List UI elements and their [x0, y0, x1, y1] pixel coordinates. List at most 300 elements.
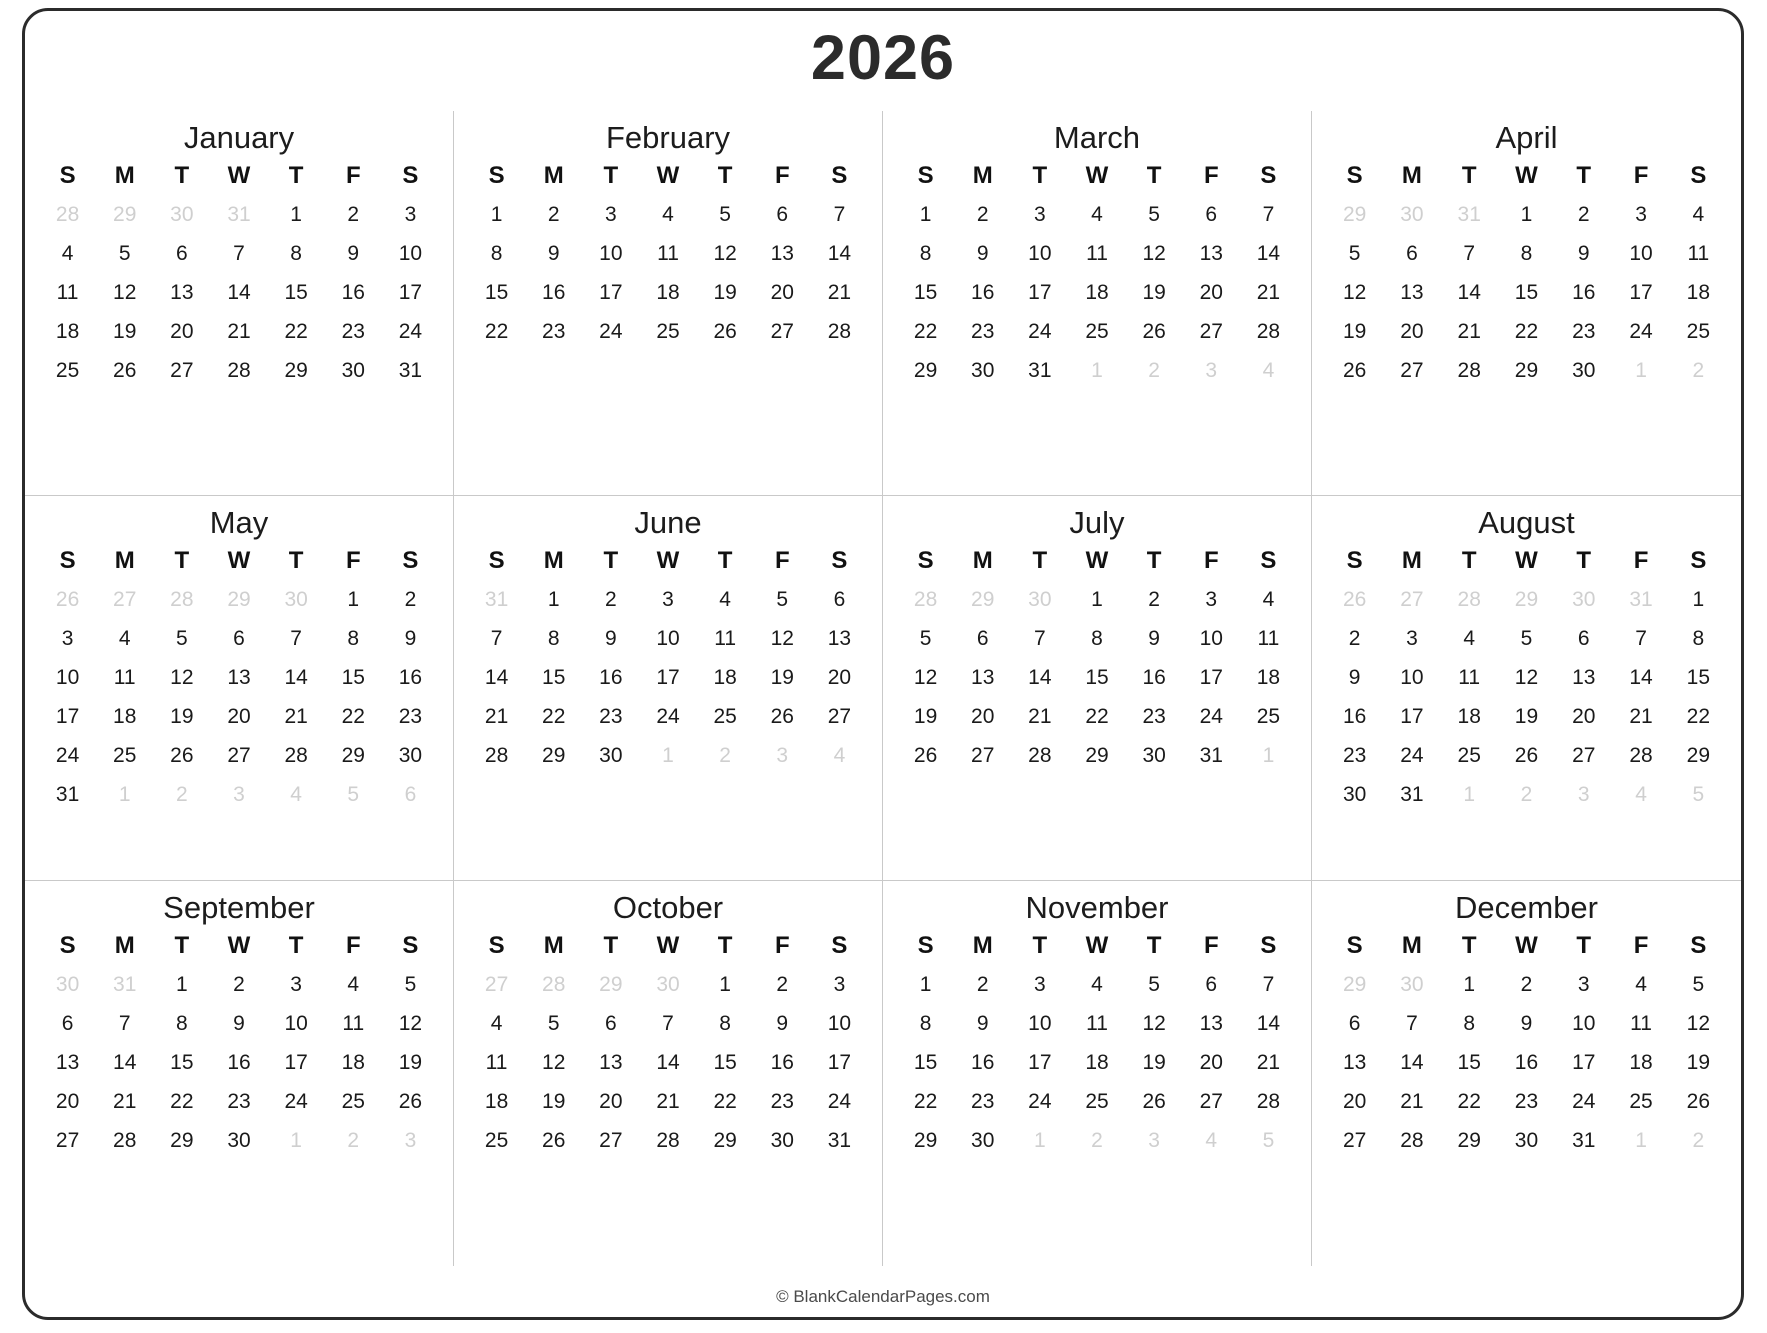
day-cell[interactable]: 27: [55, 1129, 80, 1153]
day-cell-adjacent-month[interactable]: 2: [347, 1129, 360, 1153]
day-cell[interactable]: 16: [971, 1051, 995, 1075]
day-cell[interactable]: 21: [484, 705, 509, 729]
day-cell[interactable]: 2: [1520, 973, 1533, 997]
day-cell-adjacent-month[interactable]: 31: [227, 203, 251, 227]
day-cell[interactable]: 10: [1400, 666, 1424, 690]
day-cell[interactable]: 26: [113, 359, 137, 383]
day-cell[interactable]: 8: [490, 242, 503, 266]
day-cell-adjacent-month[interactable]: 30: [1028, 588, 1052, 612]
day-cell-adjacent-month[interactable]: 1: [1463, 783, 1476, 807]
day-cell[interactable]: 11: [485, 1051, 508, 1075]
day-cell[interactable]: 1: [290, 203, 302, 227]
day-cell[interactable]: 22: [341, 705, 365, 729]
day-cell[interactable]: 14: [1400, 1051, 1424, 1075]
day-cell[interactable]: 6: [1348, 1012, 1361, 1036]
day-cell[interactable]: 23: [599, 705, 623, 729]
day-cell-adjacent-month[interactable]: 1: [1091, 359, 1103, 383]
day-cell-adjacent-month[interactable]: 29: [113, 203, 137, 227]
day-cell-adjacent-month[interactable]: 2: [1692, 359, 1705, 383]
day-cell[interactable]: 4: [1091, 973, 1103, 997]
day-cell[interactable]: 7: [1262, 973, 1275, 997]
day-cell-adjacent-month[interactable]: 4: [833, 744, 846, 768]
day-cell[interactable]: 22: [484, 320, 509, 344]
day-cell[interactable]: 18: [1085, 281, 1109, 305]
day-cell[interactable]: 20: [227, 705, 251, 729]
day-cell[interactable]: 5: [1520, 627, 1533, 651]
day-cell-adjacent-month[interactable]: 1: [1635, 359, 1647, 383]
day-cell[interactable]: 10: [1629, 242, 1653, 266]
day-cell[interactable]: 14: [227, 281, 251, 305]
day-cell[interactable]: 6: [1577, 627, 1590, 651]
day-cell[interactable]: 17: [1572, 1051, 1596, 1075]
day-cell[interactable]: 20: [1199, 1051, 1223, 1075]
day-cell[interactable]: 31: [827, 1129, 852, 1153]
day-cell[interactable]: 8: [919, 1012, 932, 1036]
day-cell[interactable]: 18: [1085, 1051, 1109, 1075]
day-cell[interactable]: 15: [913, 281, 938, 305]
day-cell[interactable]: 4: [662, 203, 674, 227]
day-cell[interactable]: 5: [176, 627, 188, 651]
day-cell[interactable]: 28: [656, 1129, 680, 1153]
day-cell[interactable]: 17: [1199, 666, 1223, 690]
day-cell-adjacent-month[interactable]: 30: [1400, 203, 1424, 227]
day-cell[interactable]: 30: [1572, 359, 1596, 383]
day-cell[interactable]: 2: [347, 203, 360, 227]
day-cell[interactable]: 16: [341, 281, 365, 305]
day-cell[interactable]: 3: [605, 203, 617, 227]
day-cell[interactable]: 2: [1148, 588, 1160, 612]
day-cell[interactable]: 19: [1142, 1051, 1166, 1075]
day-cell[interactable]: 21: [227, 320, 251, 344]
day-cell-adjacent-month[interactable]: 2: [1148, 359, 1160, 383]
day-cell[interactable]: 10: [1199, 627, 1223, 651]
day-cell[interactable]: 5: [118, 242, 131, 266]
day-cell[interactable]: 17: [599, 281, 623, 305]
day-cell[interactable]: 27: [170, 359, 194, 383]
day-cell[interactable]: 7: [833, 203, 846, 227]
day-cell[interactable]: 30: [599, 744, 623, 768]
day-cell[interactable]: 23: [1142, 705, 1166, 729]
day-cell[interactable]: 28: [1457, 359, 1481, 383]
day-cell[interactable]: 19: [713, 281, 737, 305]
day-cell[interactable]: 8: [719, 1012, 731, 1036]
day-cell[interactable]: 14: [484, 666, 509, 690]
day-cell[interactable]: 5: [776, 588, 789, 612]
day-cell[interactable]: 13: [1342, 1051, 1367, 1075]
day-cell[interactable]: 5: [1148, 203, 1160, 227]
day-cell[interactable]: 2: [605, 588, 617, 612]
day-cell[interactable]: 13: [827, 627, 852, 651]
day-cell-adjacent-month[interactable]: 2: [176, 783, 188, 807]
day-cell[interactable]: 10: [599, 242, 623, 266]
day-cell[interactable]: 27: [1342, 1129, 1367, 1153]
day-cell[interactable]: 16: [398, 666, 423, 690]
day-cell[interactable]: 9: [547, 242, 560, 266]
day-cell[interactable]: 1: [1692, 588, 1705, 612]
day-cell[interactable]: 11: [342, 1012, 365, 1036]
day-cell[interactable]: 1: [176, 973, 188, 997]
day-cell[interactable]: 12: [1342, 281, 1367, 305]
day-cell[interactable]: 9: [404, 627, 417, 651]
day-cell[interactable]: 24: [599, 320, 623, 344]
day-cell[interactable]: 10: [398, 242, 423, 266]
day-cell[interactable]: 19: [1342, 320, 1367, 344]
day-cell[interactable]: 8: [1091, 627, 1103, 651]
day-cell[interactable]: 29: [1085, 744, 1109, 768]
day-cell[interactable]: 13: [770, 242, 794, 266]
day-cell[interactable]: 21: [113, 1090, 137, 1114]
day-cell[interactable]: 18: [1457, 705, 1481, 729]
day-cell[interactable]: 12: [713, 242, 737, 266]
day-cell[interactable]: 5: [404, 973, 417, 997]
day-cell-adjacent-month[interactable]: 29: [227, 588, 251, 612]
day-cell[interactable]: 8: [1692, 627, 1705, 651]
day-cell[interactable]: 2: [976, 973, 989, 997]
day-cell-adjacent-month[interactable]: 1: [1635, 1129, 1647, 1153]
day-cell[interactable]: 23: [971, 1090, 995, 1114]
day-cell-adjacent-month[interactable]: 27: [484, 973, 509, 997]
day-cell-adjacent-month[interactable]: 30: [656, 973, 680, 997]
day-cell[interactable]: 24: [398, 320, 423, 344]
day-cell-adjacent-month[interactable]: 4: [1635, 783, 1647, 807]
day-cell[interactable]: 5: [547, 1012, 560, 1036]
day-cell[interactable]: 2: [233, 973, 245, 997]
day-cell[interactable]: 24: [1400, 744, 1424, 768]
day-cell[interactable]: 26: [1142, 320, 1166, 344]
day-cell[interactable]: 23: [341, 320, 365, 344]
day-cell[interactable]: 27: [971, 744, 995, 768]
day-cell[interactable]: 14: [1256, 242, 1281, 266]
day-cell[interactable]: 9: [1520, 1012, 1533, 1036]
day-cell[interactable]: 7: [1635, 627, 1647, 651]
day-cell[interactable]: 9: [347, 242, 360, 266]
day-cell[interactable]: 31: [1199, 744, 1223, 768]
day-cell[interactable]: 3: [833, 973, 846, 997]
day-cell-adjacent-month[interactable]: 1: [1034, 1129, 1046, 1153]
day-cell[interactable]: 28: [284, 744, 308, 768]
day-cell[interactable]: 6: [605, 1012, 617, 1036]
day-cell[interactable]: 30: [1514, 1129, 1539, 1153]
day-cell[interactable]: 25: [113, 744, 137, 768]
day-cell[interactable]: 4: [1635, 973, 1647, 997]
day-cell-adjacent-month[interactable]: 3: [404, 1129, 417, 1153]
day-cell[interactable]: 15: [1085, 666, 1109, 690]
day-cell[interactable]: 16: [1342, 705, 1367, 729]
day-cell[interactable]: 21: [656, 1090, 680, 1114]
day-cell[interactable]: 18: [1629, 1051, 1653, 1075]
day-cell[interactable]: 12: [113, 281, 137, 305]
day-cell-adjacent-month[interactable]: 2: [1692, 1129, 1705, 1153]
day-cell-adjacent-month[interactable]: 3: [1205, 359, 1218, 383]
day-cell[interactable]: 23: [971, 320, 995, 344]
day-cell[interactable]: 7: [490, 627, 503, 651]
day-cell[interactable]: 18: [1256, 666, 1281, 690]
day-cell[interactable]: 6: [833, 588, 846, 612]
day-cell-adjacent-month[interactable]: 31: [1457, 203, 1481, 227]
day-cell[interactable]: 20: [827, 666, 852, 690]
day-cell[interactable]: 19: [170, 705, 194, 729]
day-cell[interactable]: 21: [1256, 1051, 1281, 1075]
day-cell[interactable]: 13: [1199, 242, 1223, 266]
day-cell[interactable]: 3: [1577, 973, 1590, 997]
day-cell[interactable]: 25: [1256, 705, 1281, 729]
day-cell-adjacent-month[interactable]: 28: [542, 973, 566, 997]
day-cell[interactable]: 24: [1028, 320, 1052, 344]
day-cell[interactable]: 12: [170, 666, 194, 690]
day-cell[interactable]: 22: [1085, 705, 1109, 729]
day-cell[interactable]: 27: [770, 320, 794, 344]
day-cell[interactable]: 15: [913, 1051, 938, 1075]
day-cell[interactable]: 10: [1028, 1012, 1052, 1036]
day-cell[interactable]: 4: [1091, 203, 1103, 227]
day-cell[interactable]: 3: [290, 973, 302, 997]
day-cell[interactable]: 28: [1256, 1090, 1281, 1114]
day-cell[interactable]: 19: [542, 1090, 566, 1114]
day-cell[interactable]: 26: [713, 320, 737, 344]
day-cell[interactable]: 17: [284, 1051, 308, 1075]
day-cell[interactable]: 12: [913, 666, 938, 690]
day-cell[interactable]: 8: [547, 627, 560, 651]
day-cell[interactable]: 4: [1262, 588, 1275, 612]
day-cell[interactable]: 17: [1629, 281, 1653, 305]
day-cell-adjacent-month[interactable]: 30: [170, 203, 194, 227]
day-cell[interactable]: 12: [398, 1012, 423, 1036]
day-cell-adjacent-month[interactable]: 5: [1262, 1129, 1275, 1153]
day-cell[interactable]: 26: [542, 1129, 566, 1153]
day-cell[interactable]: 7: [118, 1012, 131, 1036]
day-cell[interactable]: 27: [1400, 359, 1424, 383]
day-cell[interactable]: 28: [827, 320, 852, 344]
day-cell[interactable]: 25: [656, 320, 680, 344]
day-cell-adjacent-month[interactable]: 4: [1262, 359, 1275, 383]
day-cell-adjacent-month[interactable]: 27: [113, 588, 137, 612]
day-cell[interactable]: 14: [656, 1051, 680, 1075]
day-cell[interactable]: 27: [1199, 320, 1223, 344]
day-cell-adjacent-month[interactable]: 6: [404, 783, 417, 807]
day-cell[interactable]: 6: [233, 627, 245, 651]
day-cell[interactable]: 7: [290, 627, 302, 651]
day-cell[interactable]: 14: [1457, 281, 1481, 305]
day-cell[interactable]: 5: [719, 203, 731, 227]
day-cell[interactable]: 7: [233, 242, 245, 266]
day-cell[interactable]: 3: [61, 627, 74, 651]
day-cell-adjacent-month[interactable]: 1: [118, 783, 131, 807]
day-cell[interactable]: 11: [714, 627, 737, 651]
day-cell-adjacent-month[interactable]: 5: [1692, 783, 1705, 807]
day-cell[interactable]: 20: [1199, 281, 1223, 305]
day-cell[interactable]: 18: [1686, 281, 1711, 305]
day-cell[interactable]: 2: [976, 203, 989, 227]
day-cell[interactable]: 18: [55, 320, 80, 344]
day-cell[interactable]: 18: [113, 705, 137, 729]
day-cell[interactable]: 29: [1514, 359, 1539, 383]
day-cell[interactable]: 22: [1457, 1090, 1481, 1114]
day-cell[interactable]: 16: [1572, 281, 1596, 305]
day-cell[interactable]: 19: [1686, 1051, 1711, 1075]
day-cell-adjacent-month[interactable]: 2: [719, 744, 731, 768]
day-cell[interactable]: 29: [913, 359, 938, 383]
day-cell[interactable]: 8: [919, 242, 932, 266]
day-cell[interactable]: 25: [1085, 1090, 1109, 1114]
day-cell[interactable]: 5: [1348, 242, 1361, 266]
day-cell[interactable]: 19: [113, 320, 137, 344]
day-cell-adjacent-month[interactable]: 3: [776, 744, 789, 768]
day-cell[interactable]: 8: [1520, 242, 1533, 266]
day-cell[interactable]: 2: [1348, 627, 1361, 651]
day-cell[interactable]: 14: [113, 1051, 137, 1075]
day-cell[interactable]: 21: [1457, 320, 1481, 344]
day-cell[interactable]: 6: [176, 242, 188, 266]
day-cell[interactable]: 11: [56, 281, 79, 305]
day-cell[interactable]: 28: [1028, 744, 1052, 768]
day-cell[interactable]: 20: [599, 1090, 623, 1114]
day-cell[interactable]: 11: [1458, 666, 1481, 690]
day-cell[interactable]: 24: [55, 744, 80, 768]
day-cell[interactable]: 4: [1692, 203, 1705, 227]
day-cell[interactable]: 17: [827, 1051, 852, 1075]
day-cell[interactable]: 6: [1406, 242, 1418, 266]
day-cell[interactable]: 28: [484, 744, 509, 768]
day-cell[interactable]: 30: [1142, 744, 1166, 768]
day-cell[interactable]: 28: [1629, 744, 1653, 768]
day-cell[interactable]: 1: [490, 203, 503, 227]
day-cell[interactable]: 4: [1463, 627, 1476, 651]
day-cell[interactable]: 18: [713, 666, 737, 690]
day-cell[interactable]: 22: [713, 1090, 737, 1114]
day-cell[interactable]: 9: [1348, 666, 1361, 690]
day-cell[interactable]: 9: [776, 1012, 789, 1036]
day-cell[interactable]: 23: [1514, 1090, 1539, 1114]
day-cell[interactable]: 25: [1457, 744, 1481, 768]
day-cell[interactable]: 27: [599, 1129, 623, 1153]
day-cell[interactable]: 18: [341, 1051, 365, 1075]
day-cell[interactable]: 5: [1692, 973, 1705, 997]
day-cell[interactable]: 24: [1199, 705, 1223, 729]
day-cell[interactable]: 29: [913, 1129, 938, 1153]
day-cell[interactable]: 7: [1034, 627, 1046, 651]
day-cell[interactable]: 1: [719, 973, 731, 997]
day-cell[interactable]: 8: [176, 1012, 188, 1036]
day-cell-adjacent-month[interactable]: 26: [1342, 588, 1367, 612]
day-cell-adjacent-month[interactable]: 30: [284, 588, 308, 612]
day-cell[interactable]: 21: [1400, 1090, 1424, 1114]
day-cell[interactable]: 29: [542, 744, 566, 768]
day-cell[interactable]: 1: [1520, 203, 1533, 227]
day-cell[interactable]: 25: [713, 705, 737, 729]
day-cell[interactable]: 26: [1342, 359, 1367, 383]
day-cell[interactable]: 16: [770, 1051, 794, 1075]
day-cell[interactable]: 16: [599, 666, 623, 690]
day-cell[interactable]: 2: [1577, 203, 1590, 227]
day-cell[interactable]: 22: [284, 320, 308, 344]
day-cell[interactable]: 14: [827, 242, 852, 266]
day-cell[interactable]: 18: [484, 1090, 509, 1114]
day-cell-adjacent-month[interactable]: 30: [55, 973, 80, 997]
day-cell[interactable]: 25: [1085, 320, 1109, 344]
day-cell[interactable]: 31: [1400, 783, 1424, 807]
day-cell[interactable]: 29: [284, 359, 308, 383]
day-cell[interactable]: 13: [1199, 1012, 1223, 1036]
day-cell[interactable]: 27: [227, 744, 251, 768]
day-cell[interactable]: 7: [662, 1012, 674, 1036]
day-cell[interactable]: 15: [170, 1051, 194, 1075]
day-cell[interactable]: 29: [170, 1129, 194, 1153]
day-cell[interactable]: 12: [1142, 1012, 1166, 1036]
day-cell-adjacent-month[interactable]: 30: [1572, 588, 1596, 612]
day-cell[interactable]: 19: [913, 705, 938, 729]
day-cell[interactable]: 10: [284, 1012, 308, 1036]
day-cell[interactable]: 28: [227, 359, 251, 383]
day-cell[interactable]: 3: [1406, 627, 1418, 651]
day-cell[interactable]: 11: [113, 666, 136, 690]
day-cell[interactable]: 14: [284, 666, 308, 690]
day-cell[interactable]: 8: [290, 242, 302, 266]
day-cell[interactable]: 15: [713, 1051, 737, 1075]
day-cell[interactable]: 1: [1463, 973, 1476, 997]
day-cell[interactable]: 3: [1034, 203, 1046, 227]
day-cell[interactable]: 24: [1028, 1090, 1052, 1114]
day-cell[interactable]: 9: [1577, 242, 1590, 266]
day-cell[interactable]: 20: [1572, 705, 1596, 729]
day-cell-adjacent-month[interactable]: 31: [113, 973, 137, 997]
day-cell[interactable]: 11: [657, 242, 679, 266]
day-cell[interactable]: 2: [547, 203, 560, 227]
day-cell[interactable]: 22: [170, 1090, 194, 1114]
day-cell[interactable]: 9: [976, 242, 989, 266]
day-cell[interactable]: 15: [1514, 281, 1539, 305]
day-cell[interactable]: 4: [490, 1012, 503, 1036]
day-cell[interactable]: 31: [398, 359, 423, 383]
day-cell[interactable]: 21: [284, 705, 308, 729]
day-cell[interactable]: 11: [1086, 242, 1108, 266]
day-cell[interactable]: 20: [1400, 320, 1424, 344]
day-cell[interactable]: 6: [1205, 973, 1218, 997]
day-cell[interactable]: 27: [1199, 1090, 1223, 1114]
day-cell[interactable]: 13: [599, 1051, 623, 1075]
day-cell[interactable]: 25: [1629, 1090, 1653, 1114]
day-cell[interactable]: 5: [1148, 973, 1160, 997]
day-cell[interactable]: 9: [605, 627, 617, 651]
day-cell[interactable]: 20: [770, 281, 794, 305]
day-cell[interactable]: 9: [233, 1012, 245, 1036]
day-cell-adjacent-month[interactable]: 3: [233, 783, 245, 807]
day-cell[interactable]: 22: [542, 705, 566, 729]
day-cell-adjacent-month[interactable]: 2: [1520, 783, 1533, 807]
day-cell[interactable]: 27: [827, 705, 852, 729]
day-cell[interactable]: 17: [398, 281, 423, 305]
day-cell[interactable]: 31: [1572, 1129, 1596, 1153]
day-cell[interactable]: 22: [913, 320, 938, 344]
day-cell[interactable]: 9: [976, 1012, 989, 1036]
day-cell-adjacent-month[interactable]: 4: [290, 783, 302, 807]
day-cell[interactable]: 30: [770, 1129, 794, 1153]
day-cell[interactable]: 26: [1686, 1090, 1711, 1114]
day-cell[interactable]: 19: [770, 666, 794, 690]
day-cell[interactable]: 7: [1262, 203, 1275, 227]
day-cell-adjacent-month[interactable]: 28: [913, 588, 938, 612]
day-cell[interactable]: 13: [170, 281, 194, 305]
day-cell[interactable]: 20: [1342, 1090, 1367, 1114]
day-cell[interactable]: 16: [1514, 1051, 1539, 1075]
day-cell[interactable]: 3: [1034, 973, 1046, 997]
day-cell[interactable]: 22: [913, 1090, 938, 1114]
day-cell[interactable]: 19: [1514, 705, 1539, 729]
day-cell[interactable]: 1: [1091, 588, 1103, 612]
day-cell[interactable]: 24: [1572, 1090, 1596, 1114]
day-cell[interactable]: 23: [398, 705, 423, 729]
day-cell[interactable]: 25: [484, 1129, 509, 1153]
day-cell[interactable]: 31: [1028, 359, 1052, 383]
